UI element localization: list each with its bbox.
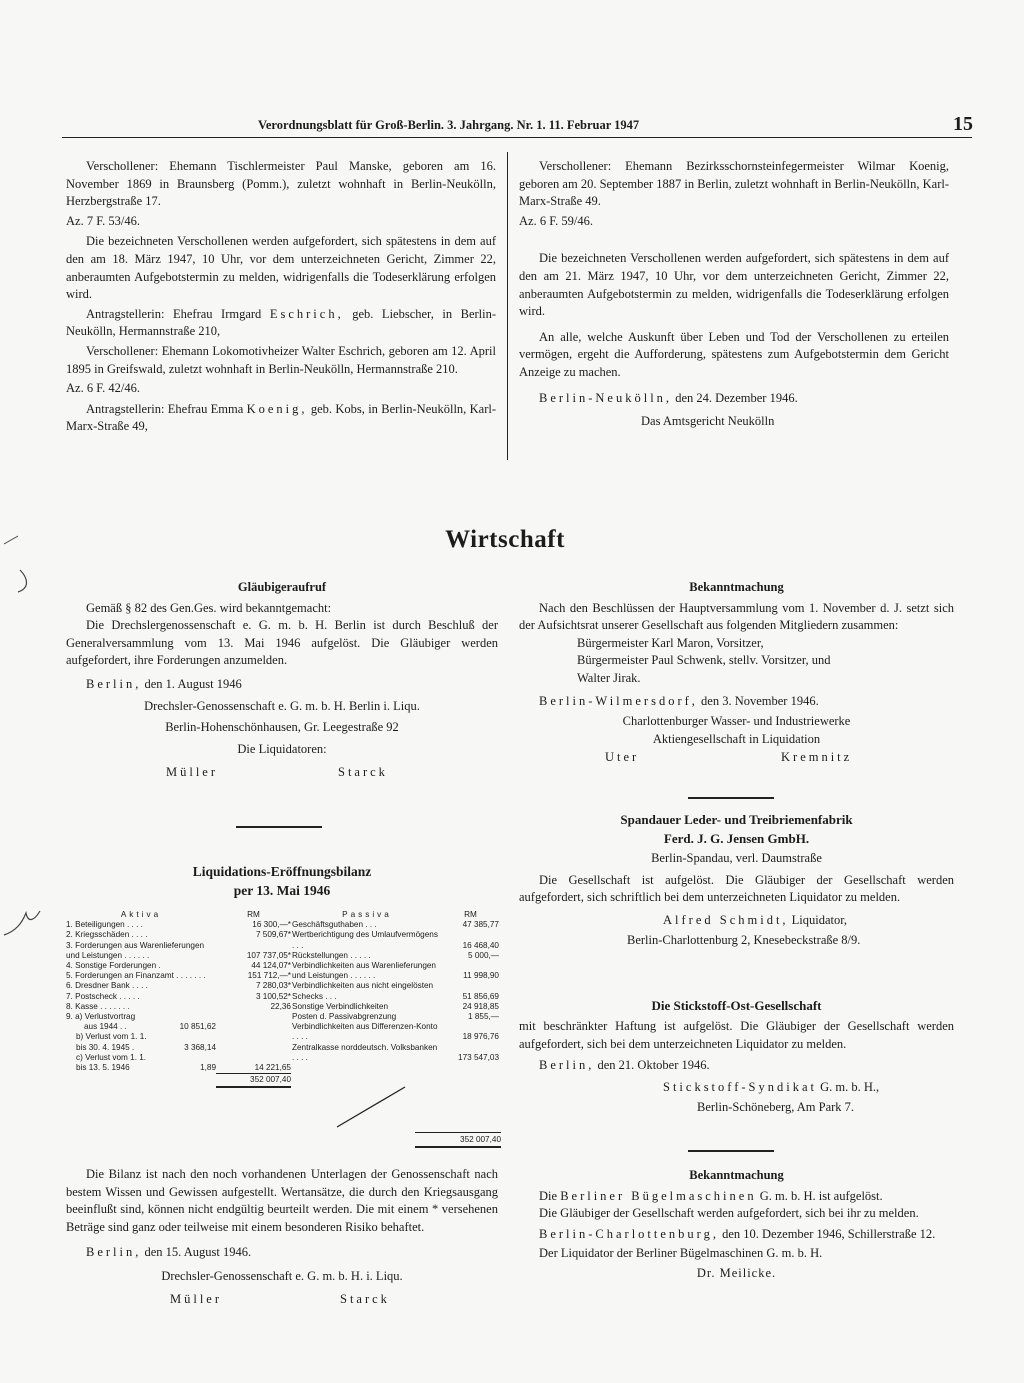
aktiva-row xyxy=(66,992,291,1002)
notice-title: Bekanntmachung xyxy=(689,1168,784,1182)
notice-text: Die Gesellschaft ist aufgelöst. Die Gläubiger der Gesellschaft werden aufgefordert, sich schriftlich bei dem unterzeichneten Liquidator zu melden. xyxy=(519,872,954,905)
separator-rule xyxy=(688,797,774,799)
notice-text: Nach den Beschlüssen der Hauptversammlung vom 1. November d. J. setzt sich der Aufsichtsrat unserer Gesellschaft aus folgenden Mitgliedern zusammen: xyxy=(519,600,954,633)
case-number: Az. 6 F. 59/46. xyxy=(519,213,593,228)
notice-text: Die bezeichneten Verschollenen werden aufgefordert, sich spätestens in dem auf den am 21. März 1947, 10 Uhr, vor dem unterzeichneten Gericht, Zimmer 22, anberaumten Aufgebotstermin zu melden, widrigenfalls die Todeserklärung erfolgen wird. xyxy=(519,251,949,319)
passiva-value: 1 855,— xyxy=(468,1012,499,1022)
aktiva-value: 7 509,67* xyxy=(255,930,291,940)
passiva-sum: 352 007,40 xyxy=(415,1134,501,1147)
aktiva-value: 44 124,07* xyxy=(251,961,291,971)
board-member: Bürgermeister Paul Schwenk, stellv. Vorsitzer, und xyxy=(577,653,831,668)
signature: Müller xyxy=(166,765,219,780)
passiva-row xyxy=(292,930,499,950)
passiva-value: 47 385,77 xyxy=(462,920,499,930)
aktiva-label: 6. Dresdner Bank . . . . xyxy=(66,981,148,991)
firm-address: Berlin-Hohenschönhausen, Gr. Leegestraße 92 xyxy=(165,720,399,735)
case-number: Az. 7 F. 53/46. xyxy=(66,213,140,228)
verlust-row: 9. a) Verlustvortrag xyxy=(66,1012,136,1022)
stickstoff-notice xyxy=(519,996,954,1117)
signature: Stickstoff-Syndikat G. m. b. H., xyxy=(663,1079,880,1094)
bilanz-note: Die Bilanz ist nach den noch vorhandenen Unterlagen der Genossenschaft nach bestem Wissen und Gewissen aufgestellt. Wertansätze, die durch den Kriegsausgang beeinflußt sind, können nicht endgültig beurteilt werden. Die mit einem * versehenen Beträge sind ganz oder teilweise mit einem besonderen Risiko behaftet. xyxy=(66,1167,498,1234)
aktiva-value: 107 737,05* xyxy=(246,950,291,960)
aktiva-label: 7. Postscheck . . . . . xyxy=(66,991,140,1001)
notice-intro: Gemäß § 82 des Gen.Ges. wird bekanntgemacht: xyxy=(86,600,332,615)
passiva-value: 51 856,69 xyxy=(462,991,499,1001)
aktiva-row xyxy=(66,1002,291,1012)
aktiva-label: 2. Kriegsschäden . . . . xyxy=(66,930,148,940)
passiva-row xyxy=(292,1022,499,1042)
sum-rule xyxy=(415,1132,501,1133)
case-number: Az. 6 F. 42/46. xyxy=(66,381,140,396)
section-title: Wirtschaft xyxy=(445,526,565,553)
verlust-row: b) Verlust vom 1. 1. bis 30. 4. 1945 . 3 368,14 xyxy=(76,1032,216,1052)
bekanntmachung-buegelmaschinen xyxy=(519,1167,954,1283)
signature: Alfred Schmidt, Liquidator, xyxy=(663,912,848,927)
running-head: Verordnungsblatt für Groß-Berlin. 3. Jahrgang. Nr. 1. 11. Februar 1947 xyxy=(258,118,640,132)
passiva-value: 24 918,85 xyxy=(462,1001,499,1011)
passiva-row xyxy=(292,951,499,961)
signature: Dr. Meilicke. xyxy=(696,1265,777,1280)
bilanz-title: Liquidations-Eröffnungsbilanz per 13. Mai 1946 xyxy=(192,864,372,898)
passiva-row xyxy=(292,1002,499,1012)
aktiva-value: 7 280,03* xyxy=(255,981,291,991)
firm-address: Berlin-Charlottenburg 2, Knesebeckstraße 8/9. xyxy=(627,933,861,948)
aktiva-row xyxy=(66,981,291,991)
page-number: 15 xyxy=(953,113,973,135)
aktiva-row xyxy=(66,920,291,930)
place-date: Berlin-Neukölln, den 24. Dezember 1946. xyxy=(539,390,798,405)
top-left-column xyxy=(66,158,496,436)
verlust-row: c) Verlust vom 1. 1. bis 13. 5. 1946 1,89 14 221,65 xyxy=(76,1053,291,1073)
liquidators-label: Die Liquidatoren: xyxy=(237,741,327,756)
notice-title: Bekanntmachung xyxy=(689,580,784,594)
passiva-label: Zentralkasse norddeutsch. Volksbanken . . . . xyxy=(292,1042,438,1062)
aktiva-label: 8. Kasse . . . . . . . xyxy=(66,1001,130,1011)
notice-koenig: Verschollener: Ehemann Bezirksschornsteinfegermeister Wilmar Koenig, geboren am 20. September 1887 in Berlin, zuletzt wohnhaft in Berlin-Neukölln, Karl-Marx-Straße 49. xyxy=(519,159,949,209)
place-date: Berlin-Charlottenburg, den 10. Dezember 1946, Schillerstraße 12. xyxy=(539,1226,936,1241)
signature: Müller xyxy=(170,1291,223,1306)
aktiva-row xyxy=(66,971,291,981)
aktiva-sum: 352 007,40 xyxy=(216,1074,291,1088)
aktiva-header: Aktiva xyxy=(120,910,162,919)
firm-address: Berlin-Spandau, verl. Daumstraße xyxy=(651,851,822,865)
separator-rule xyxy=(688,1150,774,1152)
passiva-value: 11 998,90 xyxy=(463,971,499,981)
passiva-label: Wertberichtigung des Umlaufvermögens . . . xyxy=(292,930,438,950)
verlust-total: 14 221,65 xyxy=(254,1062,291,1072)
firm-name: Charlottenburger Wasser- und Industriewerke xyxy=(622,714,851,729)
signatures xyxy=(66,762,498,782)
signature: Starck xyxy=(338,765,388,780)
passiva-label: Rückstellungen . . . . . xyxy=(292,950,371,960)
balance-line-icon xyxy=(335,1085,410,1130)
court-signature: Das Amtsgericht Neukölln xyxy=(641,414,775,429)
firm-address: Berlin-Schöneberg, Am Park 7. xyxy=(697,1100,855,1115)
passiva-label: Verbindlichkeiten aus Differenzen-Konto . . . . xyxy=(292,1022,438,1042)
notice-information: An alle, welche Auskunft über Leben und Tod der Verschollenen zu erteilen vermögen, ergeht die Aufforderung, spätestens zum Aufgebotstermin dem Gericht Anzeige zu machen. xyxy=(519,329,949,379)
passiva-value: 18 976,76 xyxy=(462,1032,499,1042)
notice-text: mit beschränkter Haftung ist aufgelöst. Die Gläubiger der Gesellschaft werden aufgefordert, sich bei dem unterzeichneten Liquidator zu melden. xyxy=(519,1019,954,1051)
firm-name: Drechsler-Genossenschaft e. G. m. b. H. i. Liqu. xyxy=(161,1268,403,1283)
signatures xyxy=(519,748,954,766)
header-rule xyxy=(62,137,972,138)
passiva-table xyxy=(292,910,499,1063)
margin-mark-icon xyxy=(0,905,50,945)
aktiva-row xyxy=(66,961,291,971)
place-date: Berlin, den 1. August 1946 xyxy=(86,676,242,691)
margin-mark-icon xyxy=(0,530,40,600)
passiva-row xyxy=(292,920,499,930)
passiva-value: 173 547,03 xyxy=(458,1052,499,1062)
passiva-value: 5 000,— xyxy=(468,950,499,960)
notice-text: Die Gläubiger der Gesellschaft werden aufgefordert, sich bei ihr zu melden. xyxy=(539,1206,919,1221)
notice-eschrich: Verschollener: Ehemann Lokomotivheizer Walter Eschrich, geboren am 12. April 1895 in Greifswald, zuletzt wohnhaft in Berlin-Neukölln, Hermannstraße 210. xyxy=(66,343,496,376)
firm-name: Aktiengesellschaft in Liquidation xyxy=(652,731,821,746)
place-date: Berlin-Wilmersdorf, den 3. November 1946. xyxy=(539,693,819,708)
passiva-row xyxy=(292,1012,499,1022)
place-date: Berlin, den 15. August 1946. xyxy=(86,1245,252,1260)
notice-title: Spandauer Leder- und Treibriemenfabrik xyxy=(620,812,853,827)
applicant-eschrich: Antragstellerin: Ehefrau Irmgard Eschrich, geb. Liebscher, in Berlin-Neukölln, Hermannstraße 210, xyxy=(66,306,497,339)
column-divider xyxy=(507,152,508,460)
glaeubigeraufruf xyxy=(66,579,498,782)
notice-manske: Verschollener: Ehemann Tischlermeister Paul Manske, geboren am 16. November 1869 in Braunsberg (Pomm.), zuletzt wohnhaft in Berlin-Neukölln, Herzbergstraße 17. xyxy=(66,159,496,209)
currency-header: RM xyxy=(464,910,477,919)
signature: Uter xyxy=(605,750,640,765)
passiva-label: Posten d. Passivabgrenzung xyxy=(292,1012,397,1022)
passiva-label: Verbindlichkeiten aus Warenlieferungen und Leistungen . . . . . . xyxy=(292,961,436,981)
passiva-sum-wrap xyxy=(415,1134,501,1148)
aktiva-table xyxy=(66,910,291,1088)
aktiva-value: 22,36 xyxy=(270,1001,291,1011)
signatures xyxy=(66,1289,498,1309)
aktiva-value: 16 300,—* xyxy=(252,920,291,930)
currency-header: RM xyxy=(247,910,260,919)
bilanz-note-block xyxy=(66,1166,498,1309)
notice-title: Ferd. J. G. Jensen GmbH. xyxy=(663,831,810,846)
notice-title: Die Stickstoff-Ost-Gesellschaft xyxy=(651,998,822,1013)
notice-text: Die Berliner Bügelmaschinen G. m. b. H. ist aufgelöst. xyxy=(539,1188,883,1203)
aktiva-label: 4. Sonstige Forderungen . xyxy=(66,961,161,971)
passiva-row xyxy=(292,961,499,981)
passiva-row xyxy=(292,1043,499,1063)
aktiva-row xyxy=(66,941,291,961)
aktiva-value: 3 100,52* xyxy=(255,991,291,1001)
passiva-row xyxy=(292,981,499,1001)
signature: Kremnitz xyxy=(781,750,853,765)
notice-text: Die bezeichneten Verschollenen werden aufgefordert, sich spätestens in dem auf den am 18. März 1947, 10 Uhr, vor dem unterzeichneten Gericht, Zimmer 22, anberaumten Aufgebotstermin zu melden, widrigenfalls die Todeserklärung erfolgen wird. xyxy=(66,234,496,302)
aktiva-label: 3. Forderungen aus Warenlieferungen und Leistungen . . . . . . xyxy=(66,940,205,960)
aktiva-label: 1. Beteiligungen . . . . xyxy=(66,920,143,930)
passiva-label: Geschäftsguthaben . . . xyxy=(292,920,377,930)
board-member: Walter Jirak. xyxy=(577,670,641,685)
signature: Starck xyxy=(340,1291,390,1306)
board-member: Bürgermeister Karl Maron, Vorsitzer, xyxy=(577,635,764,650)
applicant-koenig: Antragstellerin: Ehefrau Emma Koenig, geb. Kobs, in Berlin-Neukölln, Karl-Marx-Straße 49, xyxy=(66,401,497,434)
passiva-header: Passiva xyxy=(342,910,392,919)
place-date: Berlin, den 21. Oktober 1946. xyxy=(539,1058,710,1073)
spandauer-notice xyxy=(519,810,954,950)
separator-rule xyxy=(236,826,322,828)
notice-text: Die Drechslergenossenschaft e. G. m. b. H. Berlin ist durch Beschluß der Generalversammlung vom 13. Mai 1946 aufgelöst. Die Gläubiger werden aufgefordert, ihre Forderungen anzumelden. xyxy=(66,618,498,668)
top-right-column xyxy=(519,158,949,431)
passiva-value: 16 468,40 xyxy=(462,940,499,950)
notice-title: Gläubigeraufruf xyxy=(237,580,327,594)
aktiva-row xyxy=(66,930,291,940)
passiva-label: Verbindlichkeiten aus nicht eingelösten Schecks . . . xyxy=(292,981,434,1001)
firm-name: Drechsler-Genossenschaft e. G. m. b. H. Berlin i. Liqu. xyxy=(144,698,420,713)
liquidator-line: Der Liquidator der Berliner Bügelmaschinen G. m. b. H. xyxy=(539,1246,823,1261)
passiva-label: Sonstige Verbindlichkeiten xyxy=(292,1001,389,1011)
bekanntmachung-aufsichtsrat xyxy=(519,579,954,766)
aktiva-value: 151 712,—* xyxy=(247,971,291,981)
aktiva-label: 5. Forderungen an Finanzamt . . . . . . . xyxy=(66,971,206,981)
verlust-row: aus 1944 . . 10 851,62 xyxy=(84,1022,216,1032)
